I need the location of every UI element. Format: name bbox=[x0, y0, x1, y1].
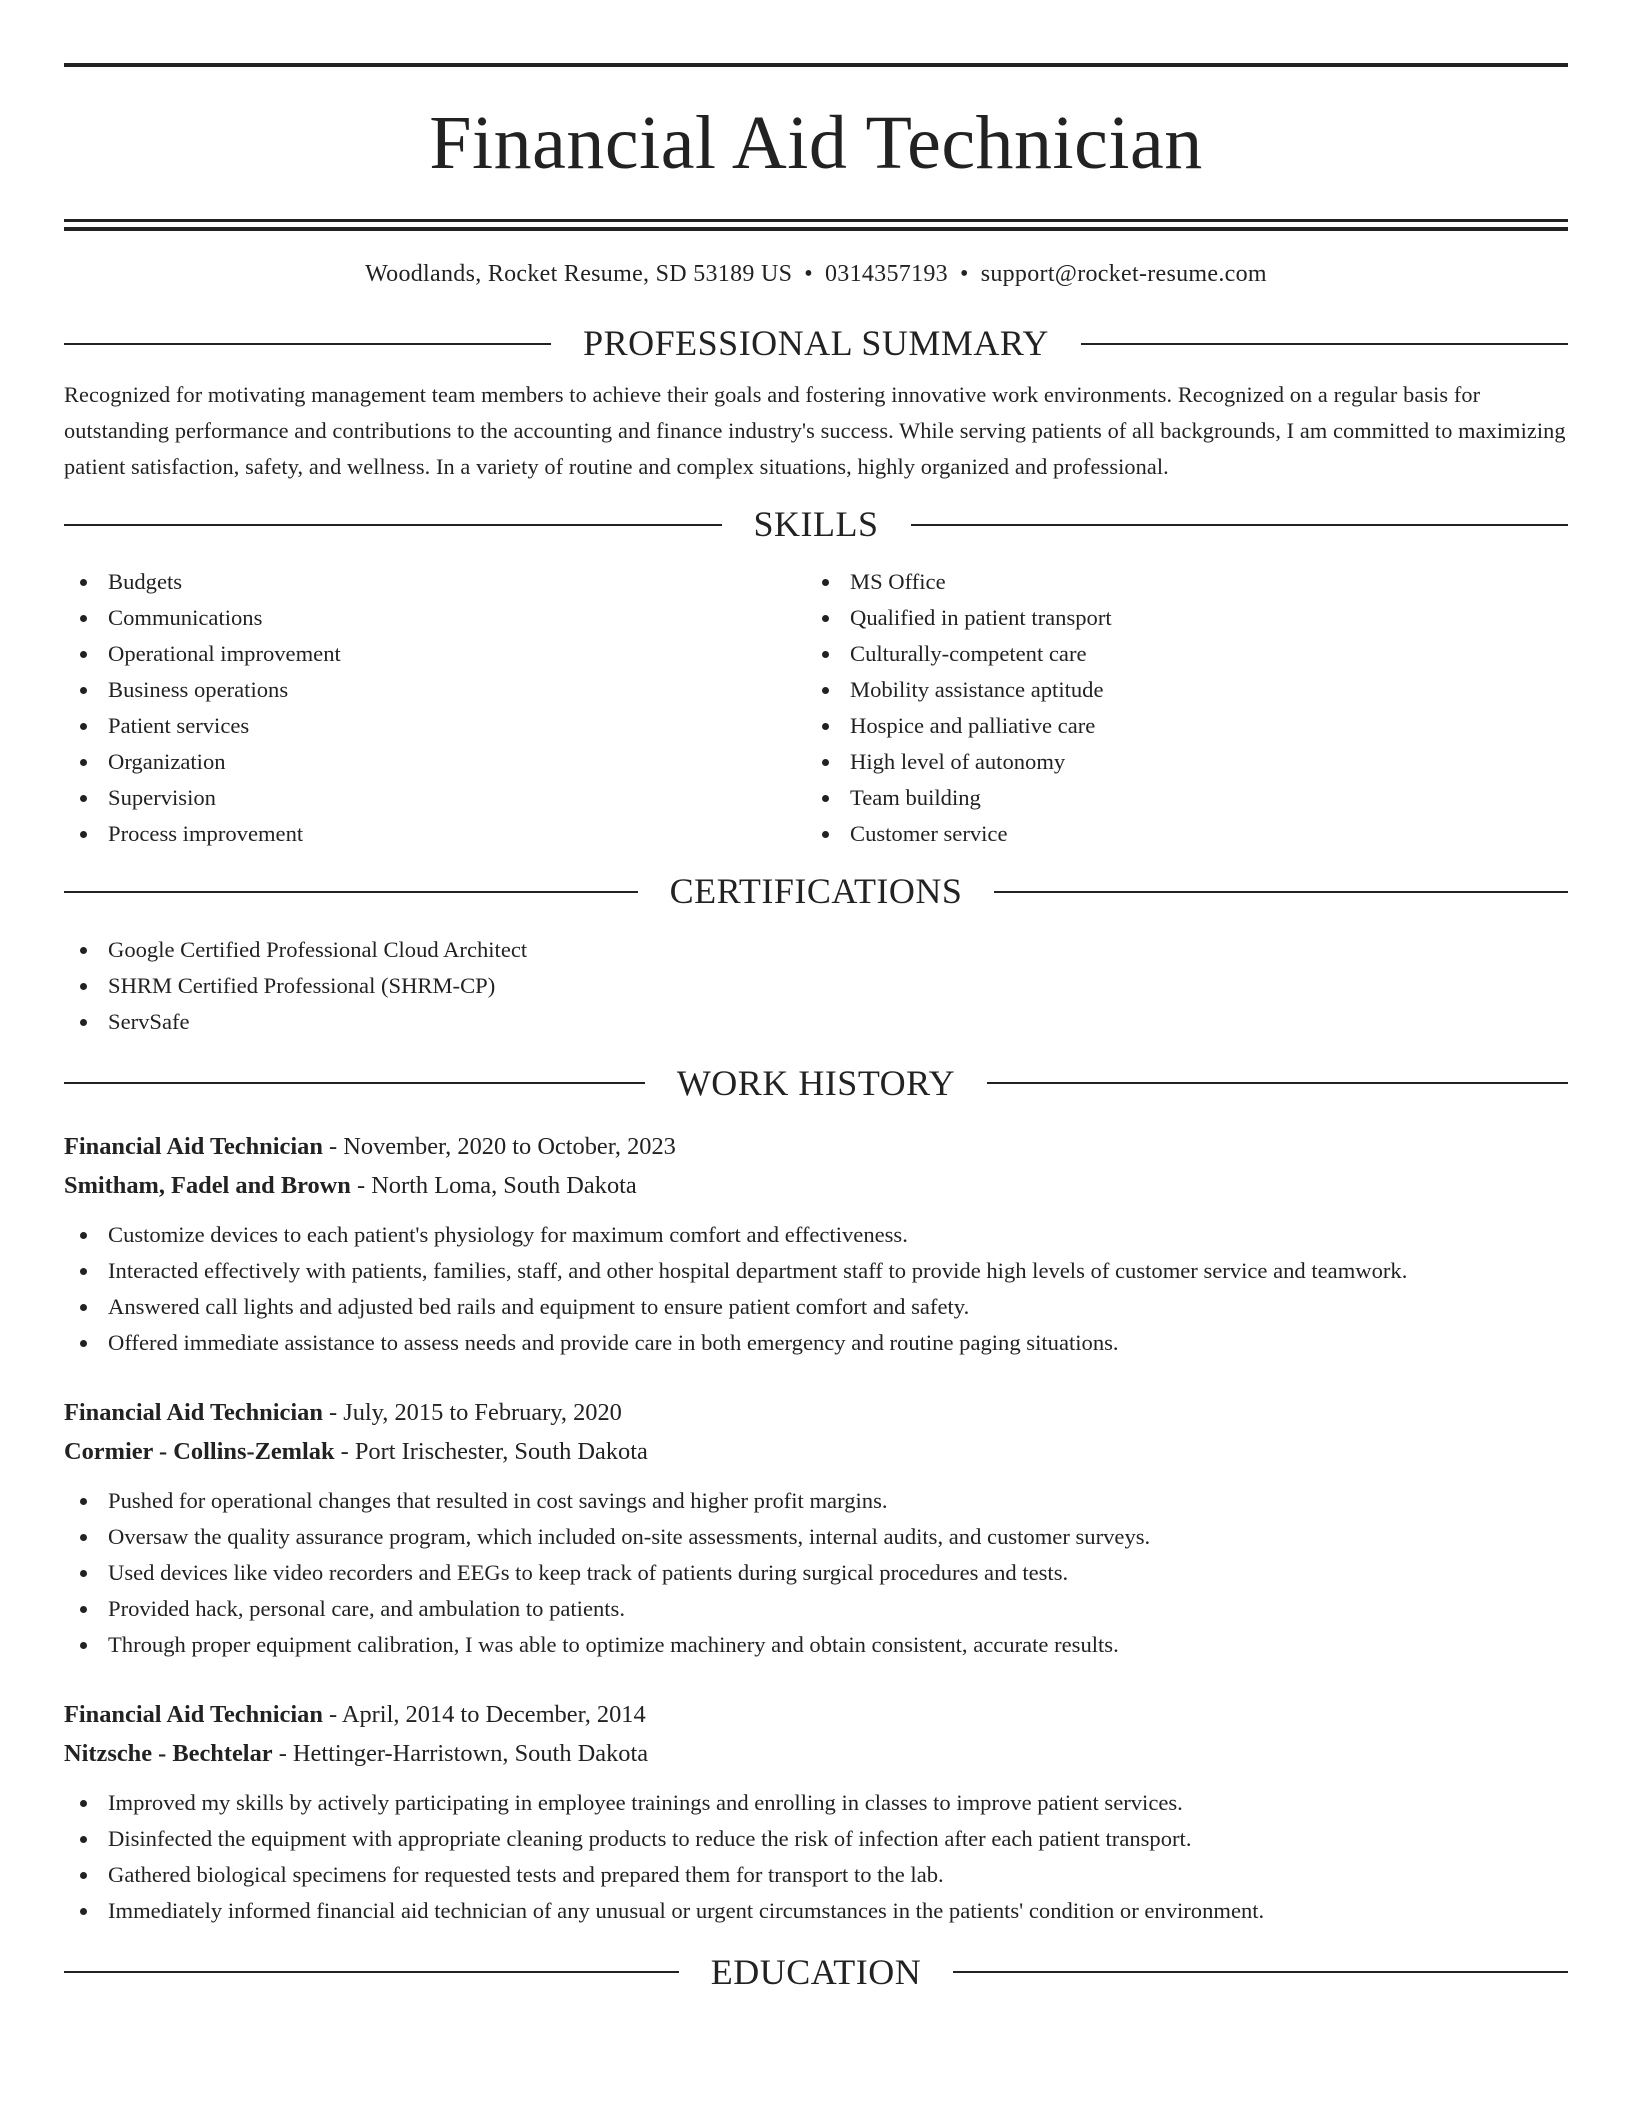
job-bullet: Improved my skills by actively participating in employee trainings and enrolling in classes to improve patient services. bbox=[64, 1785, 1568, 1821]
job-dates: - July, 2015 to February, 2020 bbox=[322, 1398, 622, 1426]
job-bullet: Customize devices to each patient's physiology for maximum comfort and effectiveness. bbox=[64, 1217, 1568, 1253]
job-bullet: Oversaw the quality assurance program, which included on-site assessments, internal audits, and customer surveys. bbox=[64, 1519, 1568, 1555]
skill-item: High level of autonomy bbox=[806, 744, 1568, 780]
job-bullets bbox=[64, 1217, 1568, 1361]
job-dates: - November, 2020 to October, 2023 bbox=[322, 1132, 676, 1160]
job-location: - Port Irischester, South Dakota bbox=[334, 1437, 648, 1465]
skill-item: Culturally-competent care bbox=[806, 636, 1568, 672]
job-title: Financial Aid Technician bbox=[64, 1700, 323, 1728]
job-bullet: Offered immediate assistance to assess needs and provide care in both emergency and routine paging situations. bbox=[64, 1325, 1568, 1361]
job-entry bbox=[64, 1393, 1568, 1663]
job-title-line bbox=[64, 1393, 1568, 1432]
certification-item: SHRM Certified Professional (SHRM-CP) bbox=[64, 968, 1568, 1004]
summary-text: Recognized for motivating management team members to achieve their goals and fostering innovative work environments. Recognized on a regular basis for outstanding performance and contributions to the accounting and finance industry's success. While serving patients of all backgrounds, I am committed to maximizing patient satisfaction, safety, and wellness. In a variety of routine and complex situations, highly organized and professional. bbox=[64, 382, 1566, 480]
skill-item: Mobility assistance aptitude bbox=[806, 672, 1568, 708]
resume-name: Financial Aid Technician bbox=[429, 101, 1203, 185]
resume-page bbox=[64, 63, 1568, 1994]
contact-separator: • bbox=[804, 261, 813, 287]
skill-item: Business operations bbox=[64, 672, 806, 708]
job-company-line bbox=[64, 1432, 1568, 1471]
skills-grid bbox=[64, 564, 1568, 852]
skill-item: Organization bbox=[64, 744, 806, 780]
job-bullet: Through proper equipment calibration, I was able to optimize machinery and obtain consistent, accurate results. bbox=[64, 1627, 1568, 1663]
section-title: PROFESSIONAL SUMMARY bbox=[583, 323, 1049, 363]
job-bullet: Used devices like video recorders and EEGs to keep track of patients during surgical procedures and tests. bbox=[64, 1555, 1568, 1591]
job-title: Financial Aid Technician bbox=[64, 1398, 323, 1426]
contact-email: support@rocket-resume.com bbox=[980, 261, 1267, 287]
section-heading-skills bbox=[64, 503, 1568, 546]
contact-line bbox=[64, 261, 1568, 288]
section-title: CERTIFICATIONS bbox=[669, 871, 963, 912]
job-bullet: Interacted effectively with patients, families, staff, and other hospital department staff to provide high levels of customer service and teamwork. bbox=[64, 1253, 1568, 1289]
skill-item: Supervision bbox=[64, 780, 806, 816]
skill-item: Team building bbox=[806, 780, 1568, 816]
top-rule bbox=[64, 63, 1568, 67]
job-entry bbox=[64, 1127, 1568, 1361]
header-double-rule bbox=[64, 219, 1568, 231]
skill-item: Customer service bbox=[806, 816, 1568, 852]
section-heading-summary bbox=[64, 322, 1568, 365]
job-bullet: Pushed for operational changes that resulted in cost savings and higher profit margins. bbox=[64, 1483, 1568, 1519]
job-bullet: Provided hack, personal care, and ambulation to patients. bbox=[64, 1591, 1568, 1627]
job-bullets bbox=[64, 1785, 1568, 1929]
job-bullet: Answered call lights and adjusted bed rails and equipment to ensure patient comfort and safety. bbox=[64, 1289, 1568, 1325]
skill-item: Process improvement bbox=[64, 816, 806, 852]
job-bullets bbox=[64, 1483, 1568, 1663]
job-bullet: Gathered biological specimens for requested tests and prepared them for transport to the lab. bbox=[64, 1857, 1568, 1893]
certification-item: Google Certified Professional Cloud Architect bbox=[64, 932, 1568, 968]
job-title-line bbox=[64, 1127, 1568, 1166]
job-bullet: Disinfected the equipment with appropriate cleaning products to reduce the risk of infection after each patient transport. bbox=[64, 1821, 1568, 1857]
job-location: - Hettinger-Harristown, South Dakota bbox=[272, 1739, 649, 1767]
job-company: Smitham, Fadel and Brown bbox=[64, 1171, 351, 1199]
job-location: - North Loma, South Dakota bbox=[350, 1171, 637, 1199]
skills-list-left bbox=[64, 564, 806, 852]
skills-list-right bbox=[806, 564, 1568, 852]
job-dates: - April, 2014 to December, 2014 bbox=[322, 1700, 646, 1728]
section-title: EDUCATION bbox=[710, 1951, 922, 1992]
section-heading-education bbox=[64, 1951, 1568, 1994]
job-title-line bbox=[64, 1695, 1568, 1734]
skill-item: Patient services bbox=[64, 708, 806, 744]
section-heading-work-history bbox=[64, 1062, 1568, 1105]
job-company-line bbox=[64, 1166, 1568, 1205]
skill-item: Budgets bbox=[64, 564, 806, 600]
work-history bbox=[64, 1127, 1568, 1929]
certifications-list bbox=[64, 932, 1568, 1040]
job-bullet: Immediately informed financial aid technician of any unusual or urgent circumstances in the patients' condition or environment. bbox=[64, 1893, 1568, 1929]
skill-item: Qualified in patient transport bbox=[806, 600, 1568, 636]
certification-item: ServSafe bbox=[64, 1004, 1568, 1040]
contact-phone: 0314357193 bbox=[824, 261, 948, 287]
section-title: SKILLS bbox=[753, 504, 879, 545]
section-heading-certifications bbox=[64, 870, 1568, 913]
job-title: Financial Aid Technician bbox=[64, 1132, 323, 1160]
job-entry bbox=[64, 1695, 1568, 1929]
job-company-line bbox=[64, 1734, 1568, 1773]
job-company: Nitzsche - Bechtelar bbox=[64, 1739, 273, 1767]
skill-item: MS Office bbox=[806, 564, 1568, 600]
contact-separator: • bbox=[959, 261, 969, 287]
contact-address: Woodlands, Rocket Resume, SD 53189 US bbox=[365, 261, 793, 287]
job-company: Cormier - Collins-Zemlak bbox=[64, 1437, 335, 1465]
skill-item: Hospice and palliative care bbox=[806, 708, 1568, 744]
section-title: WORK HISTORY bbox=[676, 1062, 956, 1103]
skill-item: Communications bbox=[64, 600, 806, 636]
skill-item: Operational improvement bbox=[64, 636, 806, 672]
